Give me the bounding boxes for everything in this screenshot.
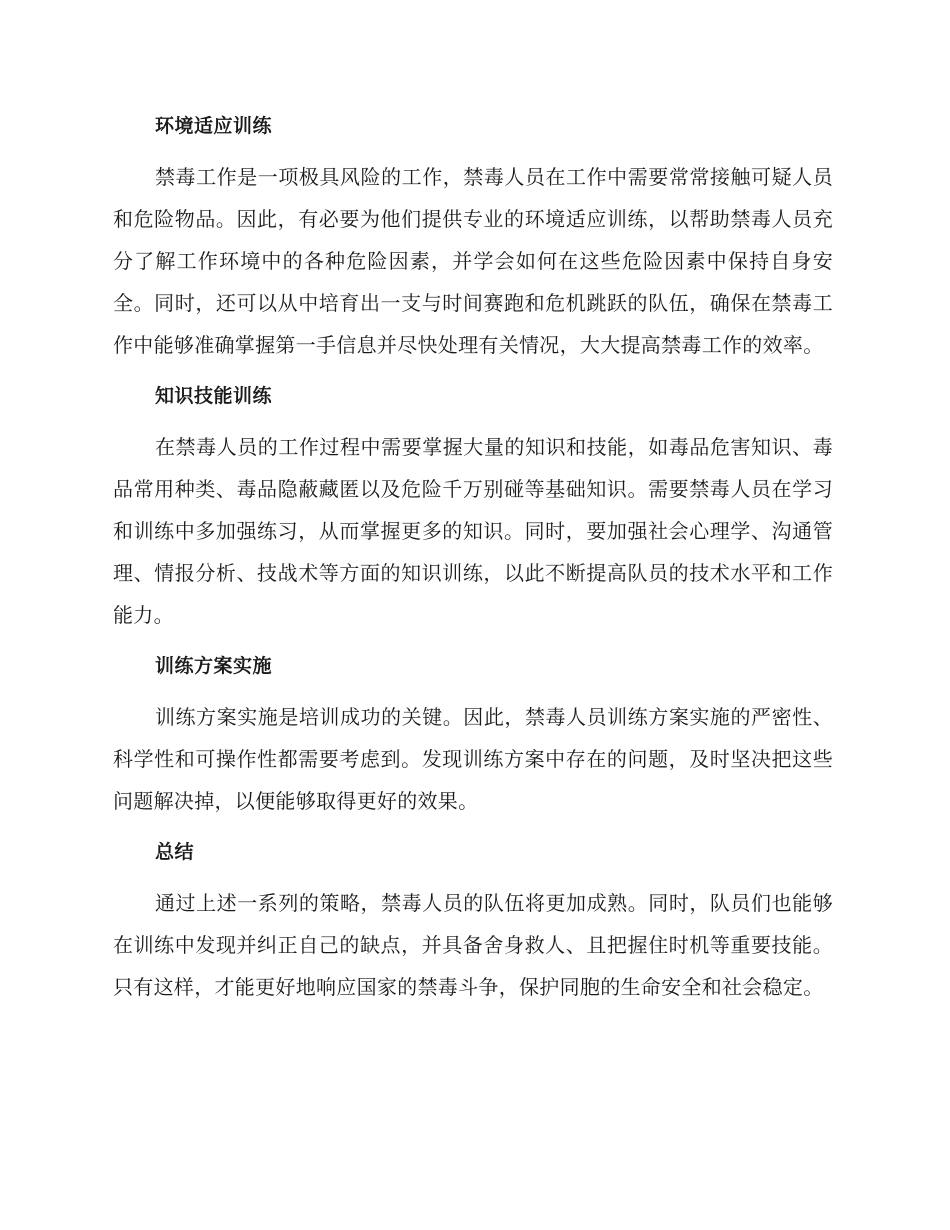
section-heading: 环境适应训练 (155, 115, 273, 137)
section-knowledge-skills-training (113, 374, 833, 636)
section-paragraph: 禁毒工作是一项极具风险的工作，禁毒人员在工作中需要常常接触可疑人员和危险物品。因此，有必要为他们提供专业的环境适应训练，以帮助禁毒人员充分了解工作环境中的各种危险因素，并学会如何在这些危险因素中保持自身安全。同时，还可以从中培育出一支与时间赛跑和危机跳跃的队伍，确保在禁毒工作中能够准确掌握第一手信息并尽快处理有关情况，大大提高禁毒工作的效率。 (113, 165, 833, 357)
section-paragraph: 训练方案实施是培训成功的关键。因此，禁毒人员训练方案实施的严密性、科学性和可操作性都需要考虑到。发现训练方案中存在的问题，及时坚决把这些问题解决掉，以便能够取得更好的效果。 (113, 705, 833, 813)
section-heading: 总结 (155, 841, 195, 863)
section-training-plan-implementation (113, 644, 833, 822)
section-environment-training (113, 104, 833, 366)
document-page (113, 104, 833, 1008)
section-heading: 训练方案实施 (155, 655, 273, 677)
section-paragraph: 通过上述一系列的策略，禁毒人员的队伍将更加成熟。同时，队员们也能够在训练中发现并纠正自己的缺点，并具备舍身救人、且把握住时机等重要技能。只有这样，才能更好地响应国家的禁毒斗争，保护同胞的生命安全和社会稳定。 (113, 891, 833, 999)
section-summary (113, 830, 833, 1008)
section-paragraph: 在禁毒人员的工作过程中需要掌握大量的知识和技能，如毒品危害知识、毒品常用种类、毒品隐蔽藏匿以及危险千万别碰等基础知识。需要禁毒人员在学习和训练中多加强练习，从而掌握更多的知识。同时，要加强社会心理学、沟通管理、情报分析、技战术等方面的知识训练，以此不断提高队员的技术水平和工作能力。 (113, 435, 833, 627)
section-heading: 知识技能训练 (155, 385, 273, 407)
